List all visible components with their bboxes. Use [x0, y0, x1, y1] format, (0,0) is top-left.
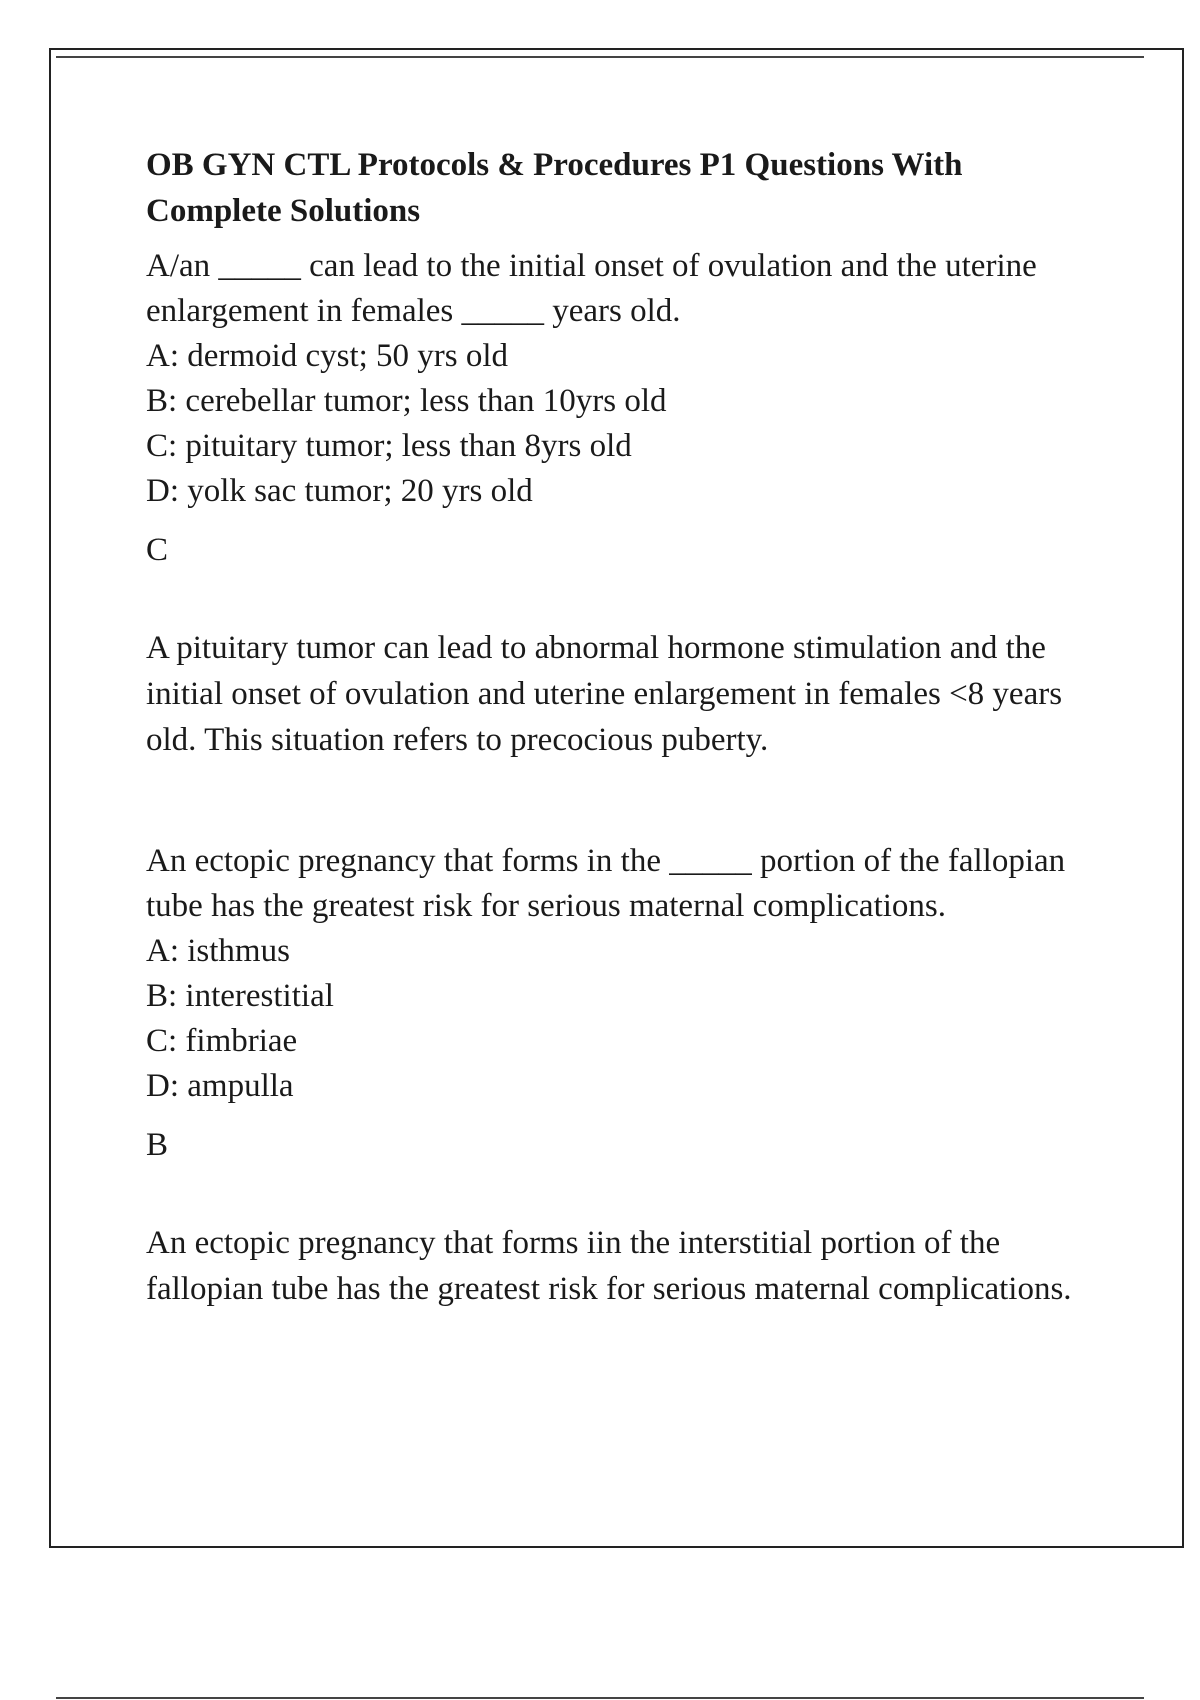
- option-b: B: interestitial: [146, 978, 334, 1014]
- option-a: A: isthmus: [146, 933, 290, 969]
- question-prompt: A/an _____ can lead to the initial onset of ovulation and the uterine enlargement in females _____ years old.: [146, 248, 1037, 329]
- option-d: D: yolk sac tumor; 20 yrs old: [146, 473, 533, 509]
- question-prompt: An ectopic pregnancy that forms in the _____ portion of the fallopian tube has the greatest risk for serious maternal complications.: [146, 843, 1066, 924]
- answer: B: [146, 1127, 169, 1163]
- explanation: An ectopic pregnancy that forms iin the interstitial portion of the fallopian tube has the greatest risk for serious maternal complications.: [146, 1225, 1072, 1307]
- option-a: A: dermoid cyst; 50 yrs old: [146, 338, 509, 374]
- question-2: [146, 839, 1106, 1312]
- option-b: B: cerebellar tumor; less than 10yrs old: [146, 383, 667, 419]
- document-body: [146, 142, 1106, 1312]
- document-title: OB GYN CTL Protocols & Procedures P1 Questions With Complete Solutions: [146, 147, 963, 229]
- explanation: A pituitary tumor can lead to abnormal hormone stimulation and the initial onset of ovulation and uterine enlargement in females <8 years old. This situation refers to precocious puberty.: [146, 630, 1063, 758]
- answer: C: [146, 532, 169, 568]
- question-1: [146, 244, 1106, 763]
- option-c: C: pituitary tumor; less than 8yrs old: [146, 428, 632, 464]
- option-d: D: ampulla: [146, 1068, 294, 1104]
- bottom-rule: [56, 1697, 1144, 1699]
- option-c: C: fimbriae: [146, 1023, 298, 1059]
- top-rule: [56, 56, 1144, 58]
